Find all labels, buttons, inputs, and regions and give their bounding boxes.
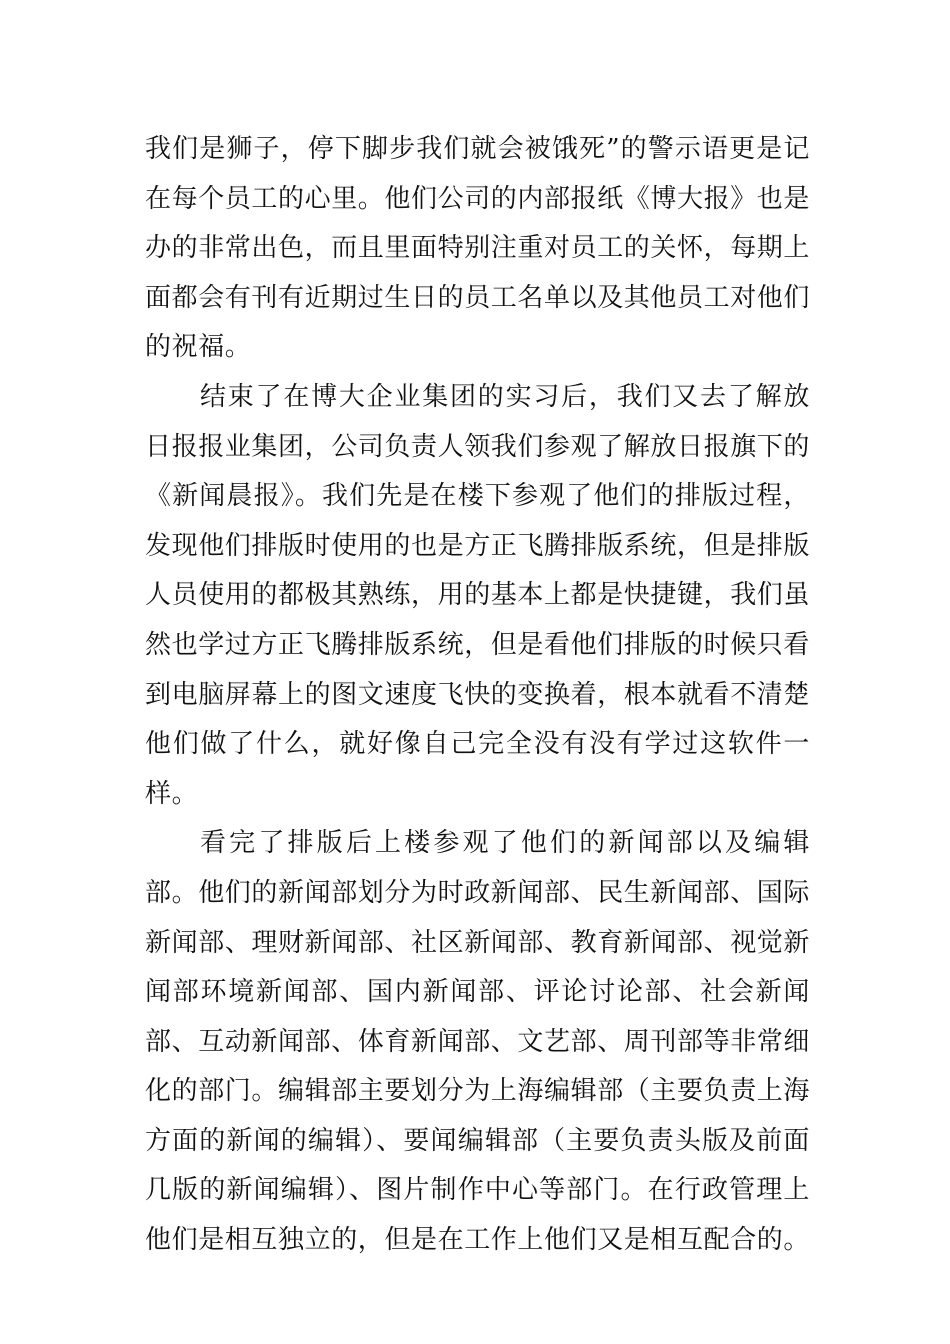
- body-text: [145, 125, 810, 1266]
- paragraph-2: 结束了在博大企业集团的实习后，我们又去了解放日报报业集团，公司负责人领我们参观了解放日报旗下的《新闻晨报》。我们先是在楼下参观了他们的排版过程，发现他们排版时使用的也是方正飞腾排版系统，但是排版人员使用的都极其熟练，用的基本上都是快捷键，我们虽然也学过方正飞腾排版系统，但是看他们排版的时候只看到电脑屏幕上的图文速度飞快的变换着，根本就看不清楚他们做了什么，就好像自己完全没有没有学过这软件一样。: [145, 381, 811, 809]
- paragraph-1: 我们是狮子，停下脚步我们就会被饿死”的警示语更是记在每个员工的心里。他们公司的内部报纸《博大报》也是办的非常出色，而且里面特别注重对员工的关怀，每期上面都会有刊有近期过生日的员工名单以及其他员工对他们的祝福。: [145, 134, 811, 363]
- paragraph-3: 看完了排版后上楼参观了他们的新闻部以及编辑部。他们的新闻部划分为时政新闻部、民生新闻部、国际新闻部、理财新闻部、社区新闻部、教育新闻部、视觉新闻部环境新闻部、国内新闻部、评论讨论部、社会新闻部、互动新闻部、体育新闻部、文艺部、周刊部等非常细化的部门。编辑部主要划分为上海编辑部（主要负责上海方面的新闻的编辑）、要闻编辑部（主要负责头版及前面几版的新闻编辑）、图片制作中心等部门。在行政管理上他们是相互独立的，但是在工作上他们又是相互配合的。: [145, 828, 811, 1256]
